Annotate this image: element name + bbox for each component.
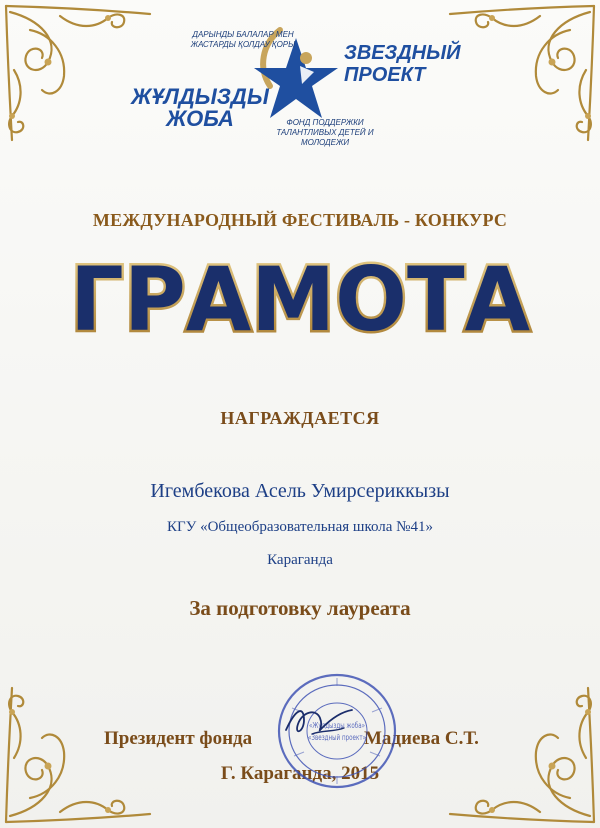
signer-name: Мадиева С.Т. bbox=[364, 728, 479, 749]
svg-text:«Звездный проект»: «Звездный проект» bbox=[308, 733, 367, 742]
logo-ru-subtitle: ФОНД ПОДДЕРЖКИ ТАЛАНТЛИВЫХ ДЕТЕЙ И МОЛОДЕЖИ bbox=[276, 118, 374, 147]
recipient-name: Игембекова Асель Умирсериккызы bbox=[150, 480, 450, 502]
festival-heading: МЕЖДУНАРОДНЫЙ ФЕСТИВАЛЬ - КОНКУРС bbox=[92, 210, 508, 230]
city-year: Г. Караганда, 2015 bbox=[220, 763, 380, 784]
logo-kz-title: ЖҰЛДЫЗДЫ ЖОБА bbox=[131, 84, 269, 131]
award-reason: За подготовку лауреата bbox=[189, 596, 411, 620]
recipient-city: Караганда bbox=[267, 552, 333, 568]
corner-ornament-bottom-left bbox=[0, 678, 160, 828]
president-label: Президент фонда bbox=[104, 728, 253, 749]
signature bbox=[282, 700, 362, 744]
certificate-title-text: ГРАМОТА bbox=[70, 248, 530, 348]
corner-ornament-bottom-right bbox=[440, 678, 600, 828]
logo-ru-title: ЗВЕЗДНЫЙ ПРОЕКТ bbox=[344, 42, 461, 86]
awarded-label: НАГРАЖДАЕТСЯ bbox=[220, 408, 380, 428]
logo-kz-subtitle: ДАРЫНДЫ БАЛАЛАР МЕН ЖАСТАРДЫ ҚОЛДАУ ҚОРЫ bbox=[190, 30, 296, 49]
certificate-title bbox=[60, 248, 540, 348]
corner-ornament-top-right bbox=[440, 0, 600, 150]
svg-text:«Жұлдызды жоба»: «Жұлдызды жоба» bbox=[309, 721, 366, 730]
recipient-school: КГУ «Общеобразовательная школа №41» bbox=[167, 519, 433, 535]
